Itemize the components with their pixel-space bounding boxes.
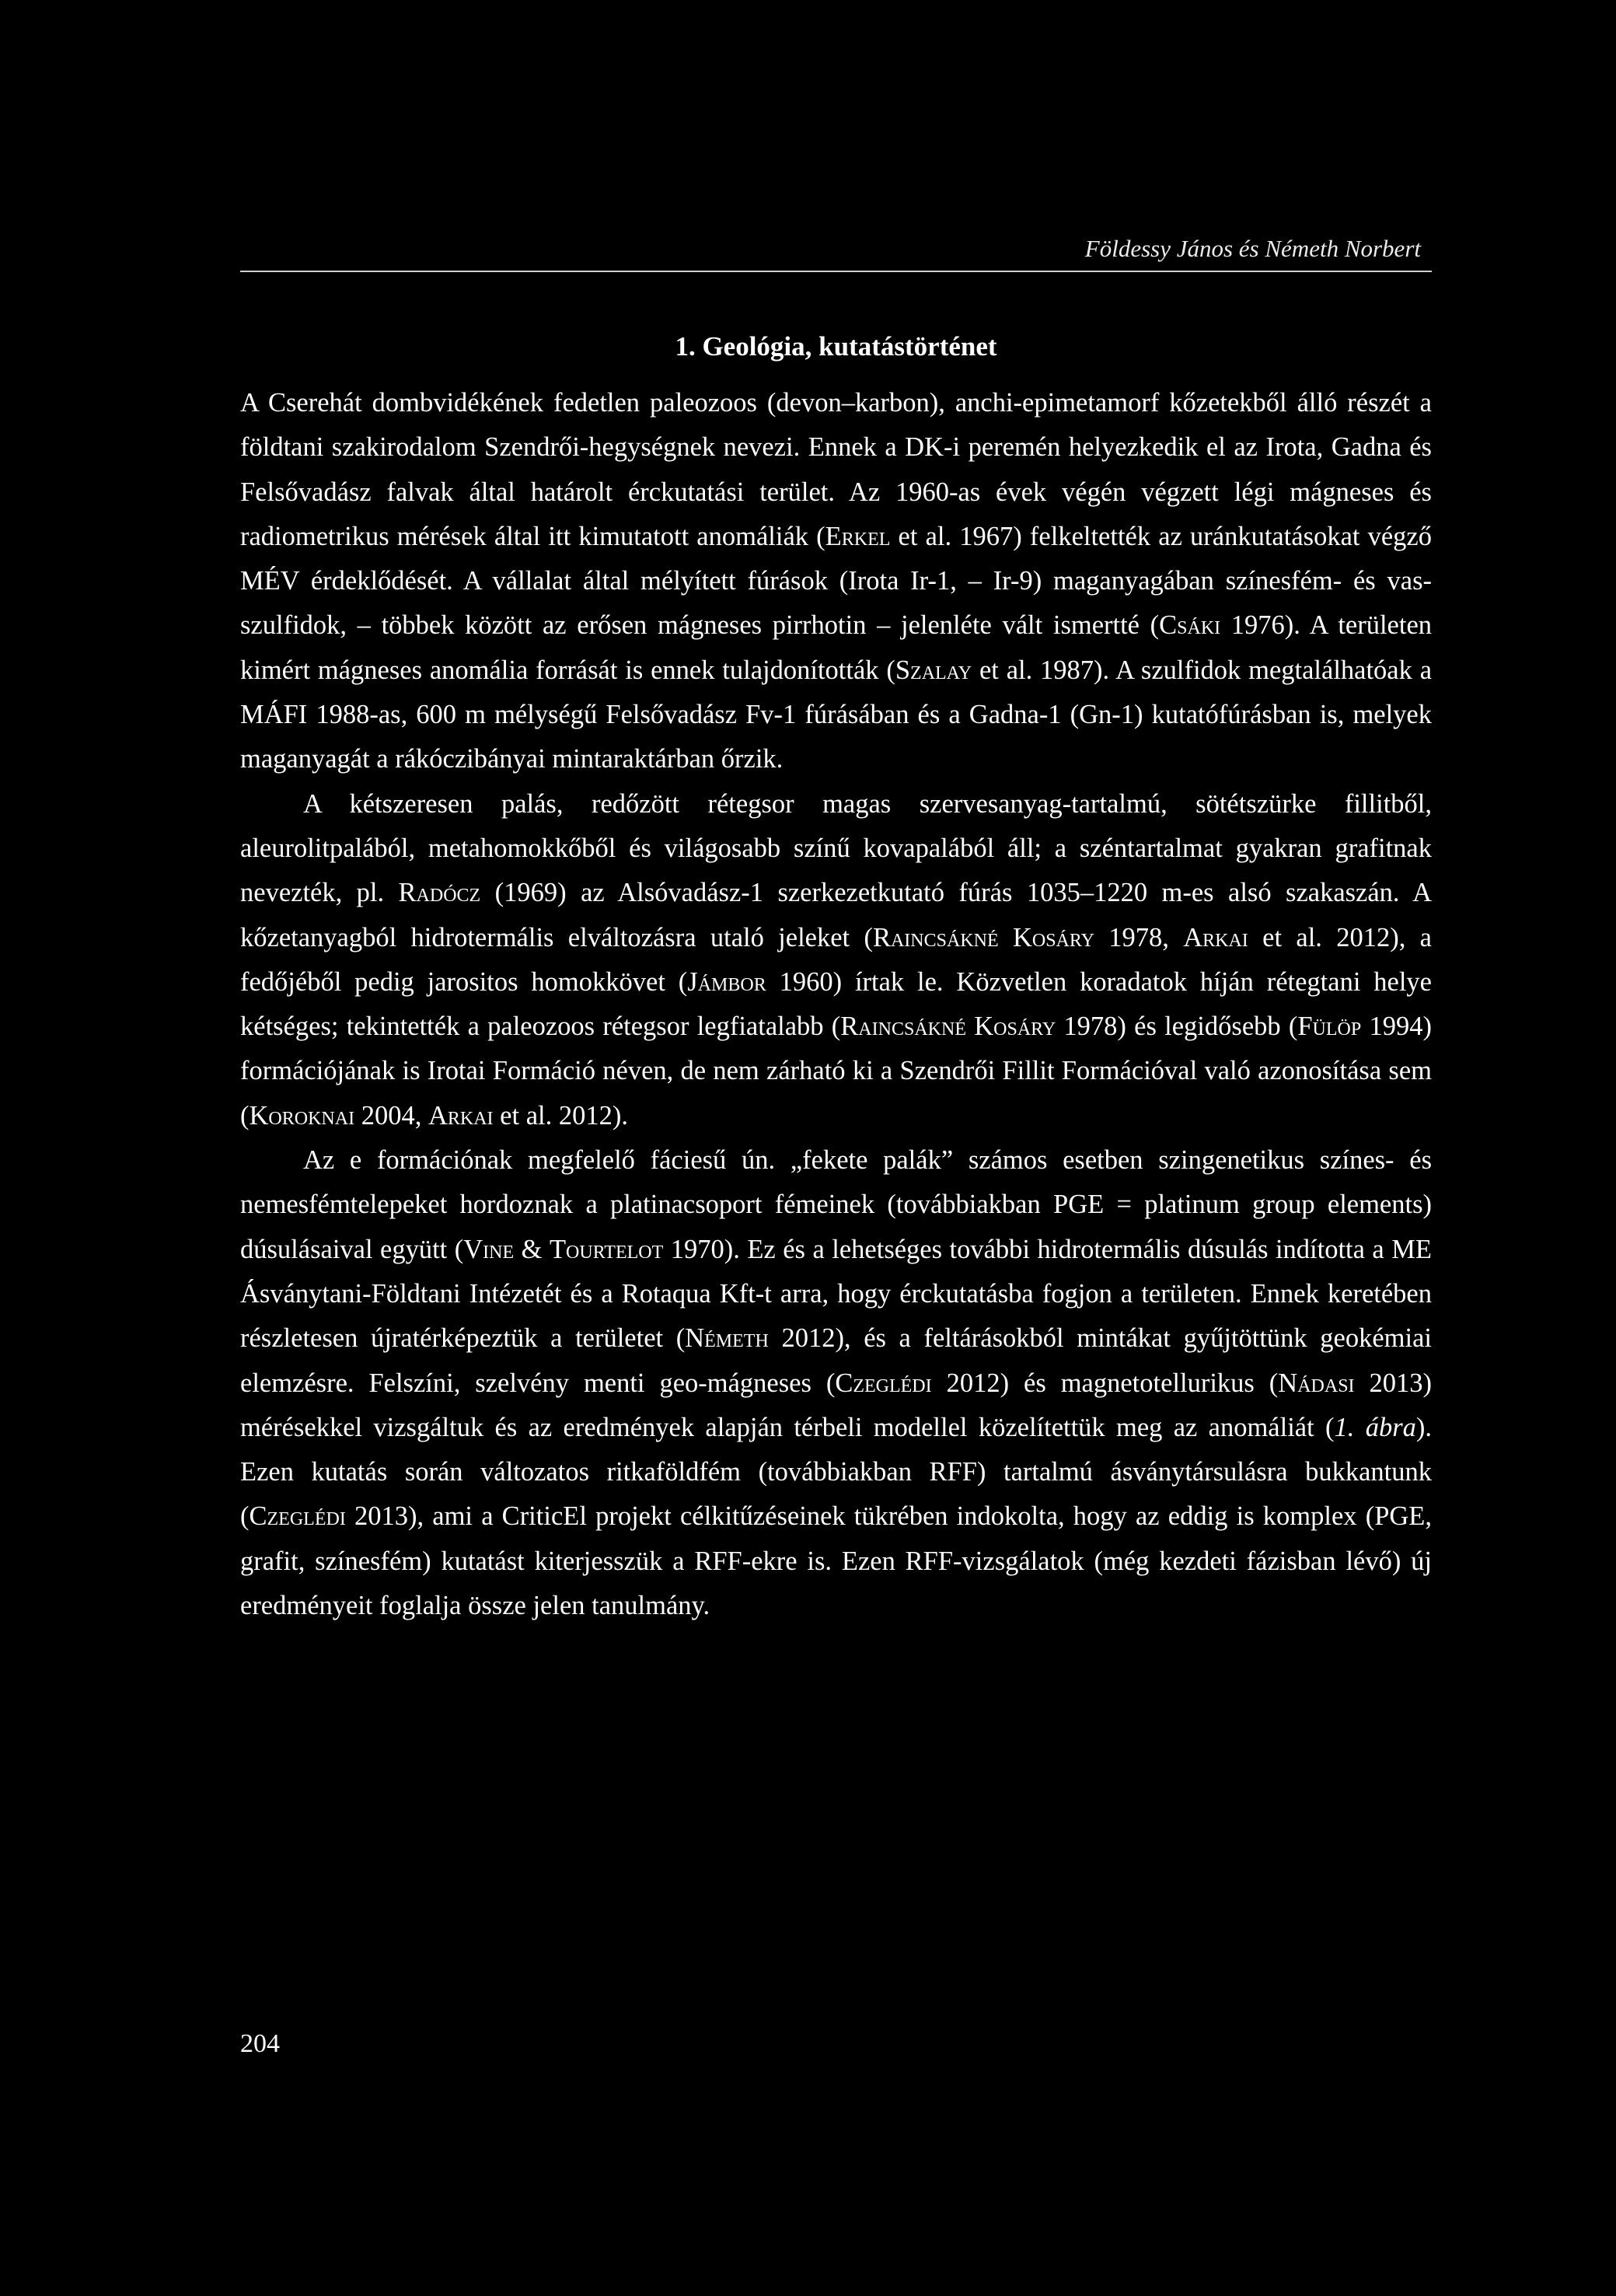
page-number: 204 (240, 2029, 280, 2058)
author-citation: Czeglédi (835, 1368, 932, 1398)
author-citation: Jámbor (687, 966, 766, 997)
author-citation: Vine (463, 1234, 515, 1264)
paragraph (240, 381, 1432, 782)
author-citation: Erkel (825, 521, 891, 551)
author-citation: Raincsákné Kosáry (840, 1012, 1056, 1042)
paragraph-text: 1994) formációjának is Irotai Formáció néven, de nem zárható ki a Szendrői Fillit Formációval való azonosítása sem ( (240, 1012, 1432, 1131)
paragraph-text: 2004, (354, 1100, 428, 1131)
paragraph-text: 1960) írtak le. Közvetlen koradatok híján rétegtani helye kétséges; tekintették a paleozoos rétegsor legfiatalabb ( (240, 966, 1432, 1042)
paragraph-text: Az e formációnak megfelelő fáciesű ún. „fekete palák” számos esetben szingenetikus színes- és nemesfémtelepeket hordoznak a platinacsoport fémeinek (továbbiakban PGE = platinum group elements) dúsulásaival együtt ( (240, 1145, 1432, 1264)
paragraph (240, 1138, 1432, 1628)
author-citation: Raincsákné Kosáry (872, 922, 1094, 952)
section-title: 1. Geológia, kutatástörténet (675, 331, 997, 362)
author-citation: Radócz (398, 878, 481, 908)
paragraph-text: 2012) és magnetotellurikus ( (931, 1368, 1279, 1398)
author-citation: Koroknai (249, 1100, 355, 1131)
paragraph-text: (1969) az Alsóvadász-1 szerkezetkutató fúrás 1035–1220 m-es alsó szakaszán. A kőzetanyagból hidrotermális elváltozásra utaló jeleket ( (240, 878, 1433, 952)
paragraph-text: A Cserehát dombvidékének fedetlen paleozoos (devon–karbon), anchi-epimetamorf kőzetekből álló részét a földtani szakirodalom Szendrői-hegységnek nevezi. Ennek a DK-i peremén helyezkedik el az Irota, Gadna és Felsővadász falvak által határolt érckutatási terület. Az 1960-as évek végén végzett légi mágneses és radiometrikus mérések által itt kimutatott anomáliák ( (240, 388, 1432, 551)
paragraph-text: 1976). A területen kimért mágneses anomália forrását is ennek tulajdonították ( (240, 610, 1433, 685)
header-rule (240, 271, 1432, 272)
paragraph (240, 782, 1432, 1138)
author-citation: Németh (685, 1323, 769, 1354)
author-citation: Fülöp (1297, 1012, 1362, 1042)
page-content (240, 233, 1432, 1628)
paragraph-text: 2013), ami a CriticEl projekt célkitűzéseinek tükrében indokolta, hogy az eddig is komplex (PGE, grafit, színesfém) kutatást kiterjesszük a RFF-ekre is. Ezen RFF-vizsgálatok (még kezdeti fázisban lévő) új eredményeit foglalja össze jelen tanulmány. (240, 1501, 1432, 1621)
paragraph-text: ). Ezen kutatás során változatos ritkaföldfém (továbbiakban RFF) tartalmú ásványtársulásra bukkantunk ( (240, 1412, 1432, 1532)
paragraph-text: 1978) és legidősebb ( (1056, 1012, 1298, 1042)
body-text (240, 381, 1432, 1628)
author-citation: Csáki (1159, 610, 1221, 641)
author-citation: Tourtelot (549, 1234, 664, 1264)
author-citation: Arkai (428, 1100, 494, 1131)
author-citation: Czeglédi (249, 1501, 346, 1532)
paragraph-text: 1978, (1094, 922, 1184, 952)
paragraph-text: et al. 1967) felkeltették az uránkutatásokat végző MÉV érdeklődését. A vállalat által mélyített fúrások (Irota Ir-1, – Ir-9) maganyagában színesfém- és vas-szulfidok, – többek között az erősen mágneses pirrhotin – jelenléte vált ismertté ( (240, 521, 1432, 641)
paragraph-text: et al. 2012). (493, 1100, 628, 1131)
author-citation: Arkai (1183, 922, 1248, 952)
figure-reference: 1. ábra (1334, 1412, 1416, 1442)
running-header: Földessy János és Németh Norbert (1084, 235, 1421, 262)
paragraph-text: A kétszeresen palás, redőzött rétegsor magas szervesanyag-tartalmú, sötétszürke fillitből, aleurolitpalából, metahomokkőből és világosabb színű kovapalából áll; a széntartalmat gyakran grafitnak nevezték, pl. (240, 788, 1432, 908)
paragraph-text: et al. 2012), a fedőjéből pedig jarositos homokkövet ( (240, 922, 1432, 997)
paragraph-text: 1970). Ez és a lehetséges további hidrotermális dúsulás indította a ME Ásványtani-Földtani Intézetét és a Rotaqua Kft-t arra, hogy érckutatásba fogjon a területen. Ennek keretében részletesen újratérképeztük a területet ( (240, 1234, 1432, 1354)
author-citation: Nádasi (1278, 1368, 1355, 1398)
paragraph-text: et al. 1987). A szulfidok megtalálhatóak a MÁFI 1988-as, 600 m mélységű Felsővadász Fv-1 fúrásában és a Gadna-1 (Gn-1) kutatófúrásban is, melyek maganyagát a rákóczibányai mintaraktárban őrzik. (240, 655, 1433, 774)
author-citation: Szalay (895, 655, 972, 685)
paragraph-text: 2013) mérésekkel vizsgáltuk és az eredmények alapján térbeli modellel közelítettük meg az anomáliát ( (240, 1368, 1432, 1442)
paragraph-text: 2012), és a feltárásokból mintákat gyűjtöttünk geokémiai elemzésre. Felszíni, szelvény menti geo-mágneses ( (240, 1323, 1433, 1398)
paragraph-text: & (514, 1234, 550, 1264)
